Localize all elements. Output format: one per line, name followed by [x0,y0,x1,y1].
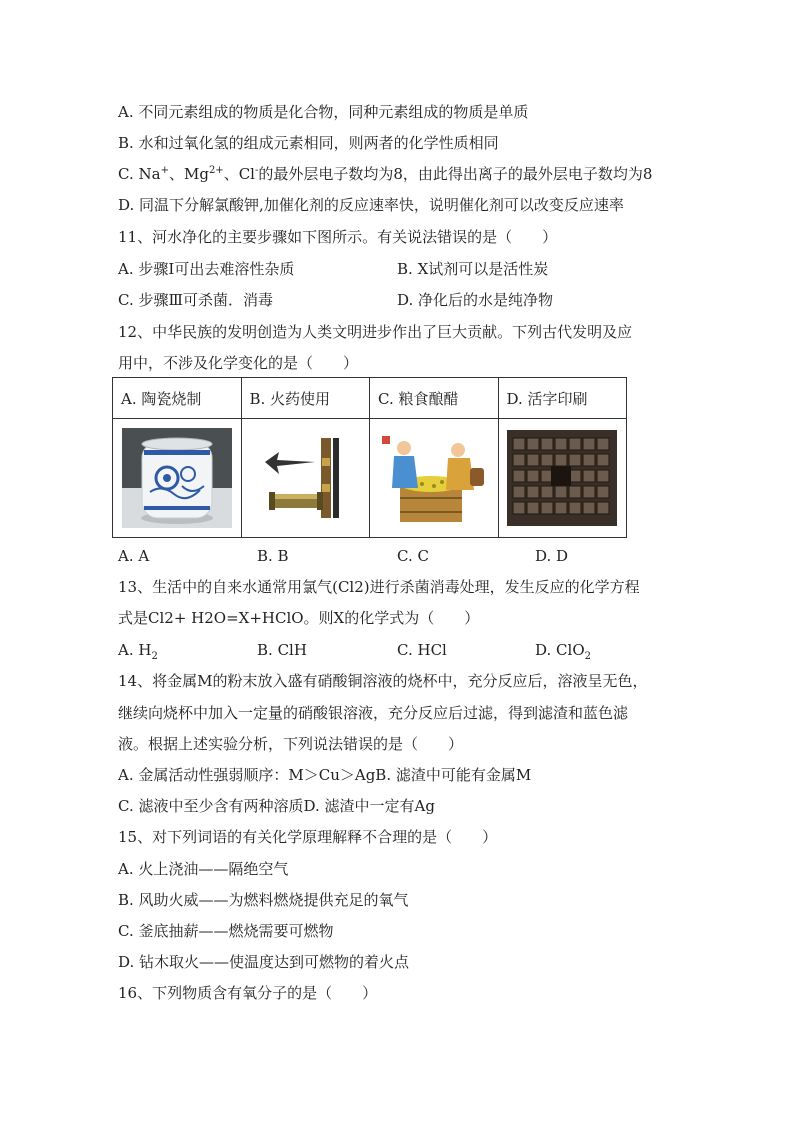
q12-answer-b: B. B [257,547,289,565]
porcelain-jar-icon [122,428,232,528]
gunpowder-weapon-icon [255,428,355,528]
q13-stem-line1: 13、生活中的自来水通常用氯气(Cl2)进行杀菌消毒处理，发生反应的化学方程 [118,578,640,596]
q12-option-table [112,377,627,538]
q14-options-ab: A. 金属活动性强弱顺序：M＞Cu＞AgB. 滤渣中可能有金属M [118,766,532,784]
q12-stem-line2: 用中，不涉及化学变化的是（ ） [118,354,359,372]
q13-option-b: B. ClH [257,641,307,659]
q12-answer-d: D. D [535,547,569,565]
table-image-cell-a [113,419,242,538]
q11-stem: 11、河水净化的主要步骤如下图所示。有关说法错误的是（ ） [118,228,558,246]
movable-type-icon [507,430,617,526]
table-image-cell-b [241,419,370,538]
q15-option-a: A. 火上浇油——隔绝空气 [118,860,289,878]
q14-options-cd: C. 滤液中至少含有两种溶质D. 滤渣中一定有Ag [118,797,435,815]
q10-option-d: D. 同温下分解氯酸钾,加催化剂的反应速率快，说明催化剂可以改变反应速率 [118,196,624,214]
q14-stem-line3: 液。根据上述实验分析，下列说法错误的是（ ） [118,735,464,753]
q10-option-a: A. 不同元素组成的物质是化合物，同种元素组成的物质是单质 [118,103,529,121]
table-image-cell-d [498,419,627,538]
table-image-cell-c [370,419,499,538]
q14-stem-line1: 14、将金属M的粉末放入盛有硝酸铜溶液的烧杯中，充分反应后，溶液呈无色， [118,672,648,690]
q13-option-c: C. HCl [397,641,447,659]
q15-option-b: B. 风助火威——为燃料燃烧提供充足的氧气 [118,891,409,909]
q15-stem: 15、对下列词语的有关化学原理解释不合理的是（ ） [118,828,498,846]
q14-stem-line2: 继续向烧杯中加入一定量的硝酸银溶液，充分反应后过滤，得到滤渣和蓝色滤 [118,704,629,722]
q13-option-d: D. ClO$_2$ [535,641,591,662]
vinegar-brewing-icon [378,428,490,528]
q11-option-a: A. 步骤Ⅰ可出去难溶性杂质 [118,260,295,278]
table-header-a: A. 陶瓷烧制 [113,378,242,419]
q16-stem: 16、下列物质含有氧分子的是（ ） [118,984,378,1002]
table-header-d: D. 活字印刷 [498,378,627,419]
q10-option-c: C. Na+、$Mg^{2+}$、Cl-的最外层电子数均为8，由此得出离子的最外层电子数均为8 [118,165,653,183]
table-header-c: C. 粮食酿醋 [370,378,499,419]
table-header-b: B. 火药使用 [241,378,370,419]
q12-answer-c: C. C [397,547,429,565]
q12-answer-a: A. A [118,547,150,565]
q11-option-c: C. 步骤Ⅲ可杀菌．消毒 [118,291,273,309]
q15-option-c: C. 釜底抽薪——燃烧需要可燃物 [118,922,334,940]
q11-option-b: B. X试剂可以是活性炭 [397,260,549,278]
q12-stem-line1: 12、中华民族的发明创造为人类文明进步作出了巨大贡献。下列古代发明及应 [118,323,633,341]
q11-option-d: D. 净化后的水是纯净物 [397,291,554,309]
q15-option-d: D. 钻木取火——使温度达到可燃物的着火点 [118,953,410,971]
q13-stem-line2: 式是Cl2+ H2O=X+HClO。则X的化学式为（ ） [118,609,480,627]
q10-option-b: B. 水和过氧化氢的组成元素相同，则两者的化学性质相同 [118,134,499,152]
q13-option-a: A. $H_2$ [118,641,158,662]
